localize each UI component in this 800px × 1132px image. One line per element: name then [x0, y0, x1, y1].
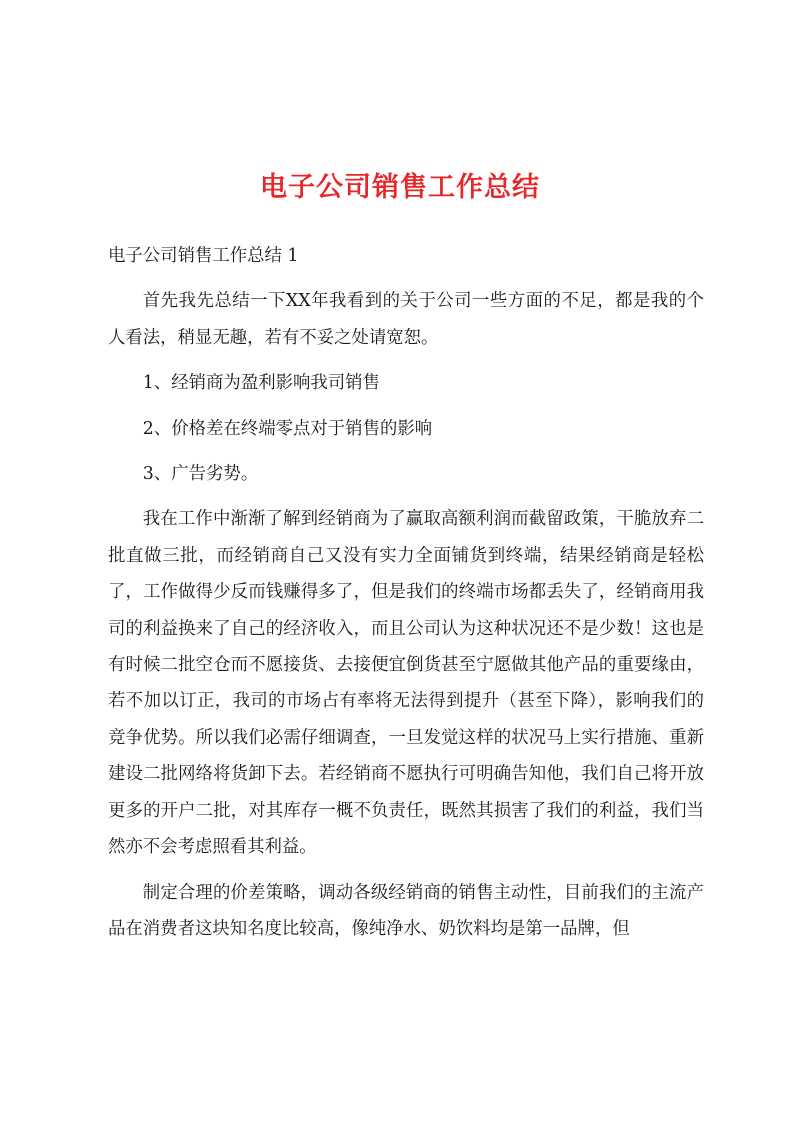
list-item-1: 1、经销商为盈利影响我司销售 — [142, 373, 380, 394]
section-heading: 电子公司销售工作总结 1 — [108, 246, 299, 266]
document-title: 电子公司销售工作总结 — [260, 172, 540, 203]
paragraph-intro: 首先我先总结一下XX年我看到的关于公司一些方面的不足，都是我的个人看法，稍显无趣，若有不妥之处请宽恕。 — [108, 291, 704, 348]
list-item-2: 2、价格差在终端零点对于销售的影响 — [142, 418, 433, 439]
paragraph-pricing-strategy: 制定合理的价差策略，调动各级经销商的销售主动性，目前我们的主流产品在消费者这块知名度比较高，像纯净水、奶饮料均是第一品牌，但 — [108, 882, 704, 939]
paragraph-dealer-issues: 我在工作中渐渐了解到经销商为了赢取高额利润而截留政策，干脆放弃二批直做三批，而经销商自己又没有实力全面铺货到终端，结果经销商是轻松了，工作做得少反而钱赚得多了，但是我们的终端市场都丢失了，经销商用我司的利益换来了自己的经济收入，而且公司认为这种状况还不是少数！这也是有时候二批空仓而不愿接货、去接便宜倒货甚至宁愿做其他产品的重要缘由，若不加以订正，我司的市场占有率将无法得到提升（甚至下降），影响我们的竞争优势。所以我们必需仔细调查，一旦发觉这样的状况马上实行措施、重新建设二批网络将货卸下去。若经销商不愿执行可明确告知他，我们自己将开放更多的开户二批，对其库存一概不负责任，既然其损害了我们的利益，我们当然亦不会考虑照看其利益。 — [108, 509, 704, 858]
document-body — [108, 238, 704, 956]
list-item-3: 3、广告劣势。 — [142, 464, 259, 485]
